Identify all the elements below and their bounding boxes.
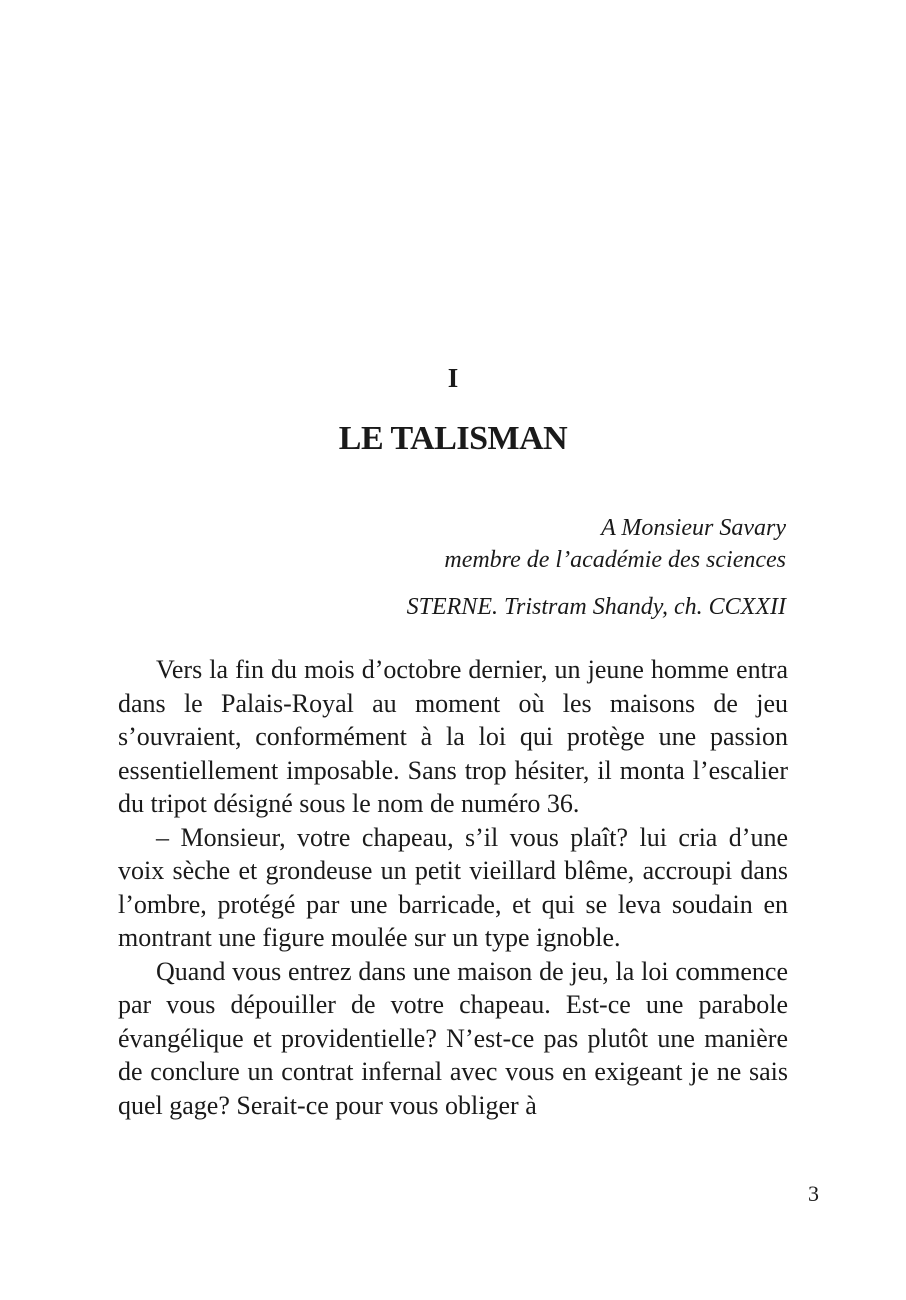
chapter-title: LE TALISMAN [338,420,568,457]
dedication-line-2: membre de l’académie des sciences [444,547,786,573]
page-number: 3 [808,1181,819,1206]
dedication [444,512,786,576]
paragraph-1: Vers la fin du mois d’octobre dernier, un jeune homme entra dans le Palais-Royal au moment où les maisons de jeu s’ouvraient, conformément à la loi qui protège une passion essentiellement imposable. Sans trop hésiter, il monta l’escalier du tripot désigné sous le nom de numéro 36. [118,655,788,818]
paragraph-3: Quand vous entrez dans une maison de jeu, la loi commence par vous dépouiller de votre chapeau. Est-ce une parabole évangélique et providentielle? N’est-ce pas plutôt une manière de conclure un contrat infernal avec vous en exigeant je ne sais quel gage? Serait-ce pour vous obliger à [118,956,788,1120]
dedication-line-1: A Monsieur Savary [601,515,786,541]
body-text [118,653,788,1122]
chapter-number: I [447,363,459,393]
paragraph-2: – Monsieur, votre chapeau, s’il vous plaît? lui cria d’une voix sèche et grondeuse un petit vieillard blême, accroupi dans l’ombre, protégé par une barricade, et qui se leva soudain en montrant une figure moulée sur un type ignoble. [118,822,788,952]
epigraph: STERNE. Tristram Shandy, ch. CCXXII [406,594,786,620]
